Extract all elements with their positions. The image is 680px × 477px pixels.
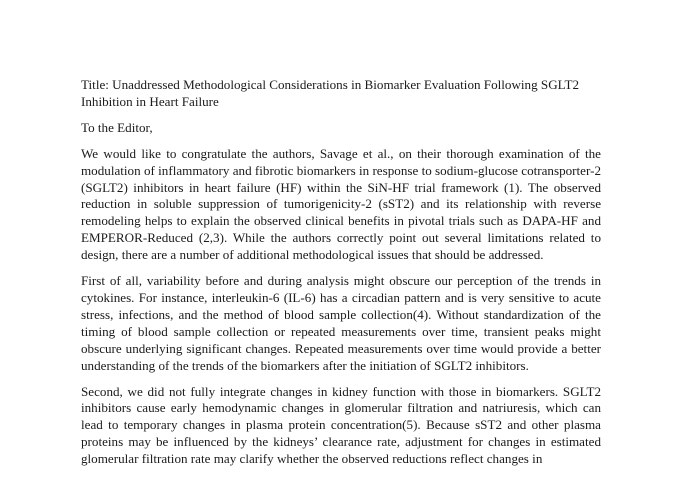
paragraph-3: Second, we did not fully integrate changes in kidney function with those in biomarkers. SGLT2 inhibitors cause early hemodynamic changes in glomerular filtration and natriuresis, which can lead to temporary changes in plasma protein concentration(5). Because sST2 and other plasma proteins may be influenced by the kidneys’ clearance rate, adjustment for changes in estimated glomerular filtration rate may clarify whether the observed reductions reflect changes in [81, 383, 601, 467]
letter-title: Title: Unaddressed Methodological Considerations in Biomarker Evaluation Following SGLT2 Inhibition in Heart Failure [81, 77, 580, 109]
salutation: To the Editor, [81, 119, 153, 135]
paragraph-1: We would like to congratulate the authors, Savage et al., on their thorough examination of the modulation of inflammatory and fibrotic biomarkers in response to sodium-glucose cotransporter-2 (SGLT2) inhibitors in heart failure (HF) within the SiN-HF trial framework (1). The observed reduction in soluble suppression of tumorigenicity-2 (sST2) and its relationship with reverse remodeling helps to explain the observed clinical benefits in pivotal trials such as DAPA-HF and EMPEROR-Reduced (2,3). While the authors correctly point out several limitations related to design, there are a number of additional methodological issues that should be addressed. [81, 145, 601, 263]
letter-page [81, 77, 601, 477]
paragraph-2: First of all, variability before and during analysis might obscure our perception of the trends in cytokines. For instance, interleukin-6 (IL-6) has a circadian pattern and is very sensitive to acute stress, infections, and the method of blood sample collection(4). Without standardization of the timing of blood sample collection or repeated measurements over time, transient peaks might obscure underlying significant changes. Repeated measurements over time would provide a better understanding of the trends of the biomarkers after the initiation of SGLT2 inhibitors. [81, 273, 601, 373]
